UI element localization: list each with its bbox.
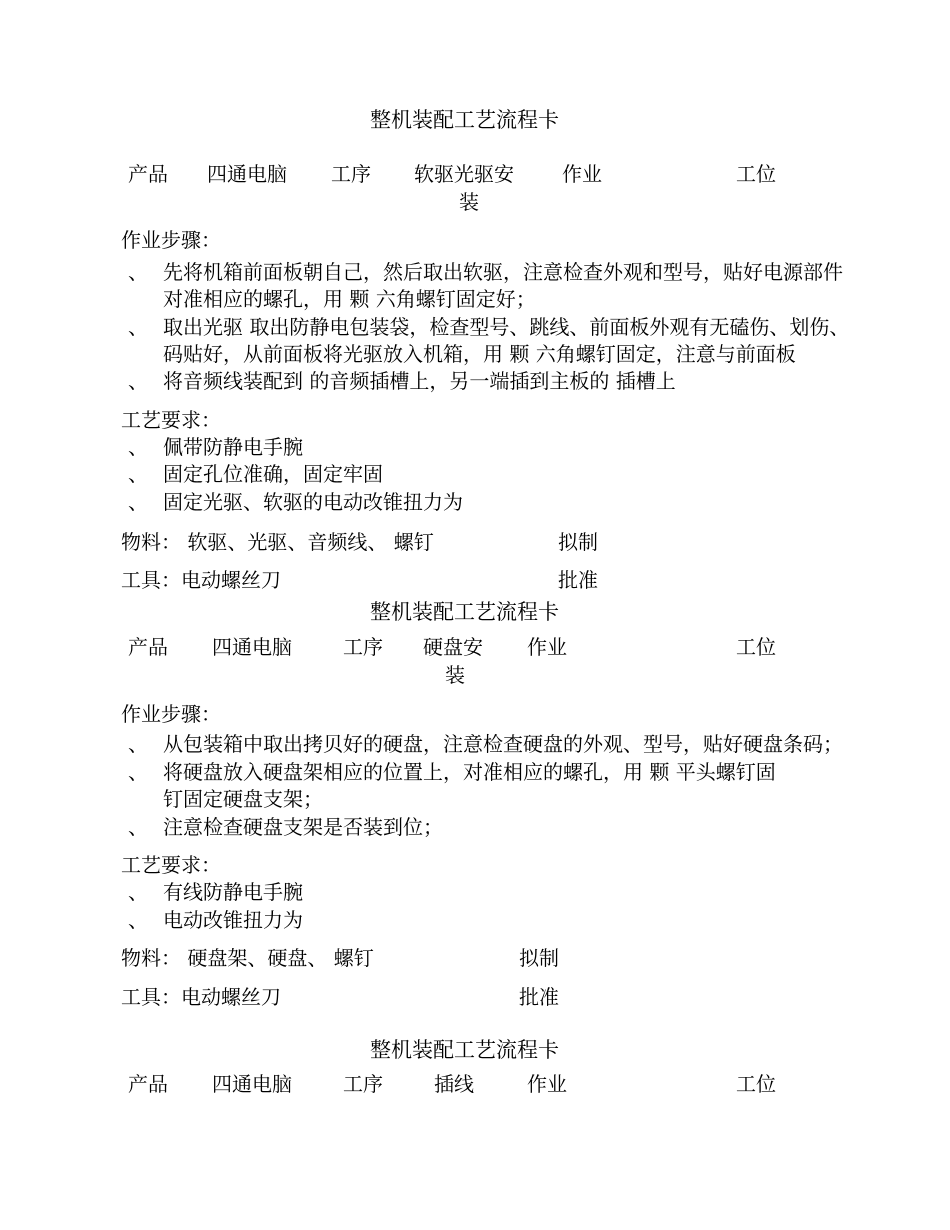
card-title: 整机装配工艺流程卡 [370,108,559,132]
process-value: 软驱光驱安 [414,162,514,186]
requirement-1: 佩带防静电手腕 [163,435,303,459]
approved-label: 批准 [519,985,559,1009]
requirement-3: 固定光驱、软驱的电动改锥扭力为 [163,490,463,514]
product-value: 四通电脑 [212,635,292,659]
drafted-label: 拟制 [519,946,559,970]
materials-line: 物料： 硬盘架、硬盘、 螺钉 [121,946,374,970]
card-title: 整机装配工艺流程卡 [370,600,559,624]
process-label: 工序 [343,1072,383,1096]
drafted-label: 拟制 [558,530,598,554]
req-bullet: 、 [128,462,148,486]
step-bullet: 、 [128,815,148,839]
steps-heading: 作业步骤： [121,228,221,252]
approved-label: 批准 [558,568,598,592]
requirement-2: 电动改锥扭力为 [163,908,303,932]
process-label: 工序 [331,162,371,186]
step-1-line-1: 从包装箱中取出拷贝好的硬盘，注意检查硬盘的外观、型号，贴好硬盘条码； [163,732,843,756]
step-2-line-1: 将硬盘放入硬盘架相应的位置上，对准相应的螺孔，用 颗 平头螺钉固 [163,760,776,784]
req-bullet: 、 [128,880,148,904]
operation-label: 作业 [527,635,567,659]
step-bullet: 、 [128,315,148,339]
card-title: 整机装配工艺流程卡 [370,1038,559,1062]
step-bullet: 、 [128,760,148,784]
req-bullet: 、 [128,908,148,932]
step-3-line-1: 注意检查硬盘支架是否装到位； [163,815,443,839]
product-label: 产品 [128,162,168,186]
step-3-line-1: 将音频线装配到 的音频插槽上，另一端插到主板的 插槽上 [163,369,676,393]
operation-label: 作业 [562,162,602,186]
step-1-line-2: 对准相应的螺孔，用 颗 六角螺钉固定好； [163,287,536,311]
station-label: 工位 [736,162,776,186]
req-bullet: 、 [128,490,148,514]
process-label: 工序 [343,635,383,659]
steps-heading: 作业步骤： [121,702,221,726]
req-bullet: 、 [128,435,148,459]
requirement-2: 固定孔位准确，固定牢固 [163,462,383,486]
step-bullet: 、 [128,260,148,284]
tools-line: 工具：电动螺丝刀 [121,985,281,1009]
process-value-cont: 装 [459,190,479,214]
tools-line: 工具：电动螺丝刀 [121,568,281,592]
requirements-heading: 工艺要求： [121,408,221,432]
process-value: 硬盘安 [423,635,483,659]
product-value: 四通电脑 [212,1072,292,1096]
step-2-line-2: 钉固定硬盘支架； [163,787,323,811]
requirement-1: 有线防静电手腕 [163,880,303,904]
product-label: 产品 [128,635,168,659]
step-2-line-2: 码贴好，从前面板将光驱放入机箱，用 颗 六角螺钉固定，注意与前面板 [163,342,796,366]
product-value: 四通电脑 [207,162,287,186]
materials-line: 物料： 软驱、光驱、音频线、 螺钉 [121,530,434,554]
operation-label: 作业 [527,1072,567,1096]
step-1-line-1: 先将机箱前面板朝自己，然后取出软驱，注意检查外观和型号，贴好电源部件 [163,260,843,284]
station-label: 工位 [736,635,776,659]
step-2-line-1: 取出光驱 取出防静电包装袋，检查型号、跳线、前面板外观有无磕伤、划伤、 [163,315,850,339]
process-value-cont: 装 [445,663,465,687]
step-bullet: 、 [128,732,148,756]
product-label: 产品 [128,1072,168,1096]
step-bullet: 、 [128,369,148,393]
station-label: 工位 [736,1072,776,1096]
process-value: 插线 [434,1072,474,1096]
requirements-heading: 工艺要求： [121,853,221,877]
